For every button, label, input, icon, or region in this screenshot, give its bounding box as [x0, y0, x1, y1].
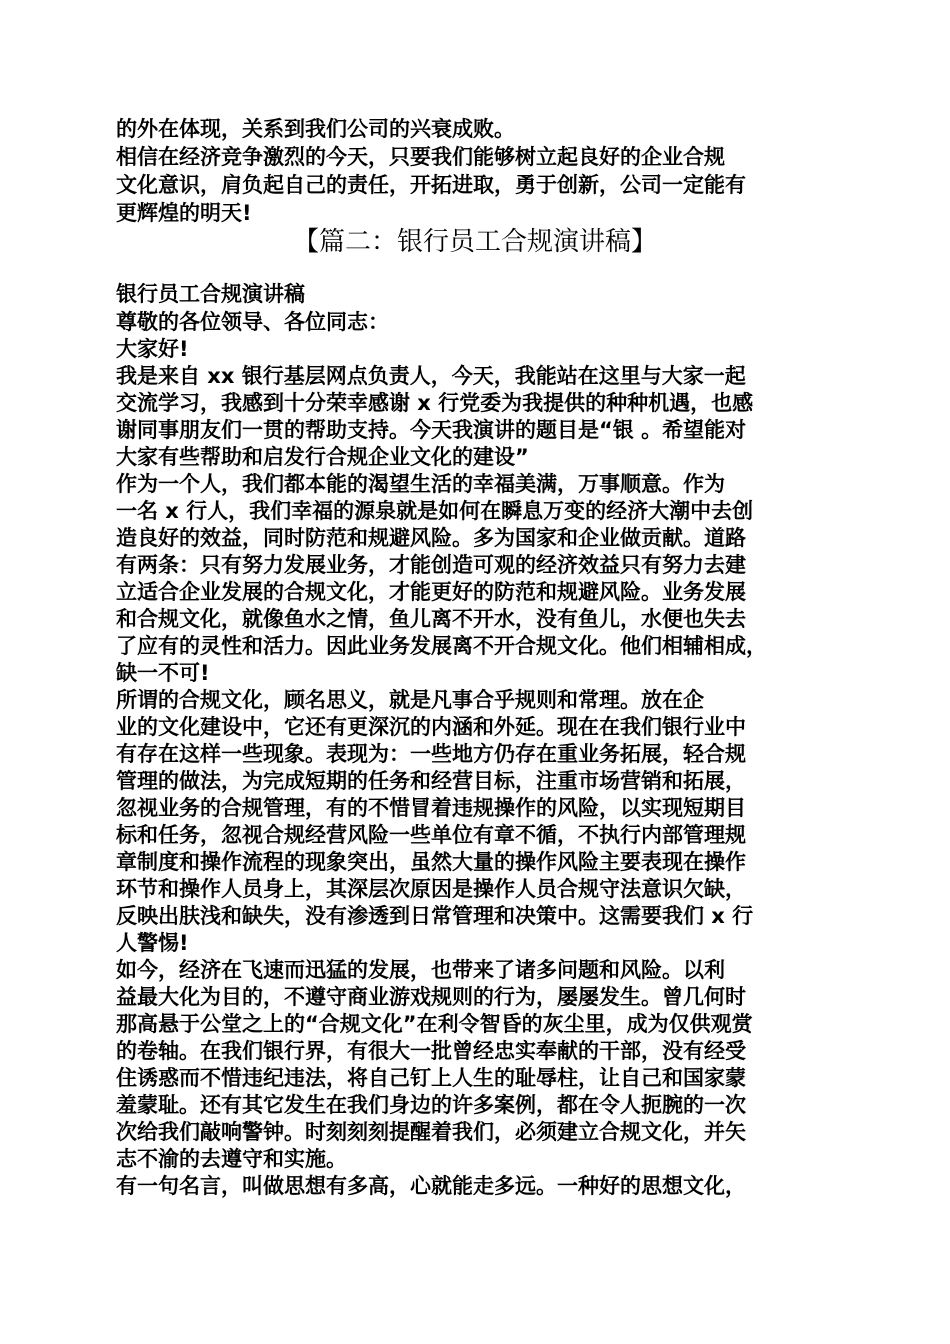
body-line: 反映出肤浅和缺失，没有渗透到日常管理和决策中。这需要我们 x 行 — [116, 904, 754, 928]
body-line: 大家好! — [116, 337, 189, 361]
body-line: 管理的做法，为完成短期的任务和经营目标，注重市场营销和拓展， — [116, 769, 746, 793]
body-line: 人警惕! — [116, 931, 189, 955]
body-line: 次给我们敲响警钟。时刻刻刻提醒着我们，必须建立合规文化，并矢 — [116, 1120, 746, 1144]
body-line: 有两条：只有努力发展业务，才能创造可观的经济效益只有努力去建 — [116, 553, 746, 577]
body-line: 业的文化建设中，它还有更深沉的内涵和外延。现在在我们银行业中 — [116, 715, 746, 739]
section-title: 【篇二：银行员工合规演讲稿】 — [292, 227, 657, 257]
body-line: 章制度和操作流程的现象突出，虽然大量的操作风险主要表现在操作 — [116, 850, 746, 874]
body-line: 如今，经济在飞速而迅猛的发展，也带来了诸多问题和风险。以利 — [116, 958, 725, 982]
body-line: 有一句名言，叫做思想有多高，心就能走多远。一种好的思想文化， — [116, 1174, 746, 1198]
body-line: 造良好的效益，同时防范和规避风险。多为国家和企业做贡献。道路 — [116, 526, 746, 550]
body-line: 银行员工合规演讲稿 — [116, 282, 305, 306]
body-line: 羞蒙耻。还有其它发生在我们身边的许多案例，都在令人扼腕的一次 — [116, 1093, 746, 1117]
body-line: 所谓的合规文化，顾名思义，就是凡事合乎规则和常理。放在企 — [116, 688, 704, 712]
intro-line: 的外在体现，关系到我们公司的兴衰成败。 — [116, 117, 515, 141]
body-line: 标和任务，忽视合规经营风险一些单位有章不循，不执行内部管理规 — [116, 823, 746, 847]
body-line: 的卷轴。在我们银行界，有很大一批曾经忠实奉献的干部，没有经受 — [116, 1039, 746, 1063]
intro-line: 相信在经济竞争激烈的今天，只要我们能够树立起良好的企业合规 — [116, 145, 725, 169]
body-line: 交流学习，我感到十分荣幸感谢 x 行党委为我提供的种种机遇，也感 — [116, 391, 754, 415]
body-line: 尊敬的各位领导、各位同志： — [116, 310, 389, 334]
intro-line: 更辉煌的明天! — [116, 201, 252, 225]
body-line: 一名 x 行人，我们幸福的源泉就是如何在瞬息万变的经济大潮中去创 — [116, 499, 754, 523]
body-line: 益最大化为目的，不遵守商业游戏规则的行为，屡屡发生。曾几何时 — [116, 985, 746, 1009]
body-line: 立适合企业发展的合规文化，才能更好的防范和规避风险。业务发展 — [116, 580, 746, 604]
body-line: 谢同事朋友们一贯的帮助支持。今天我演讲的题目是“银 。希望能对 — [116, 418, 747, 442]
intro-line: 文化意识，肩负起自己的责任，开拓进取，勇于创新，公司一定能有 — [116, 173, 746, 197]
body-line: 志不渝的去遵守和实施。 — [116, 1147, 347, 1171]
body-line: 有存在这样一些现象。表现为：一些地方仍存在重业务拓展，轻合规 — [116, 742, 746, 766]
body-line: 了应有的灵性和活力。因此业务发展离不开合规文化。他们相辅相成， — [116, 634, 767, 658]
body-line: 那高悬于公堂之上的“合规文化”在利令智昏的灰尘里，成为仅供观赏 — [116, 1012, 753, 1036]
body-line: 忽视业务的合规管理，有的不惜冒着违规操作的风险，以实现短期目 — [116, 796, 746, 820]
body-line: 大家有些帮助和启发行合规企业文化的建设” — [116, 445, 529, 469]
body-line: 缺一不可! — [116, 661, 210, 685]
body-line: 环节和操作人员身上，其深层次原因是操作人员合规守法意识欠缺， — [116, 877, 746, 901]
body-line: 住诱惑而不惜违纪违法，将自己钉上人生的耻辱柱，让自己和国家蒙 — [116, 1066, 746, 1090]
body-line: 和合规文化，就像鱼水之情，鱼儿离不开水，没有鱼儿，水便也失去 — [116, 607, 746, 631]
body-line: 作为一个人，我们都本能的渴望生活的幸福美满，万事顺意。作为 — [116, 472, 725, 496]
body-line: 我是来自 xx 银行基层网点负责人，今天，我能站在这里与大家一起 — [116, 364, 746, 388]
